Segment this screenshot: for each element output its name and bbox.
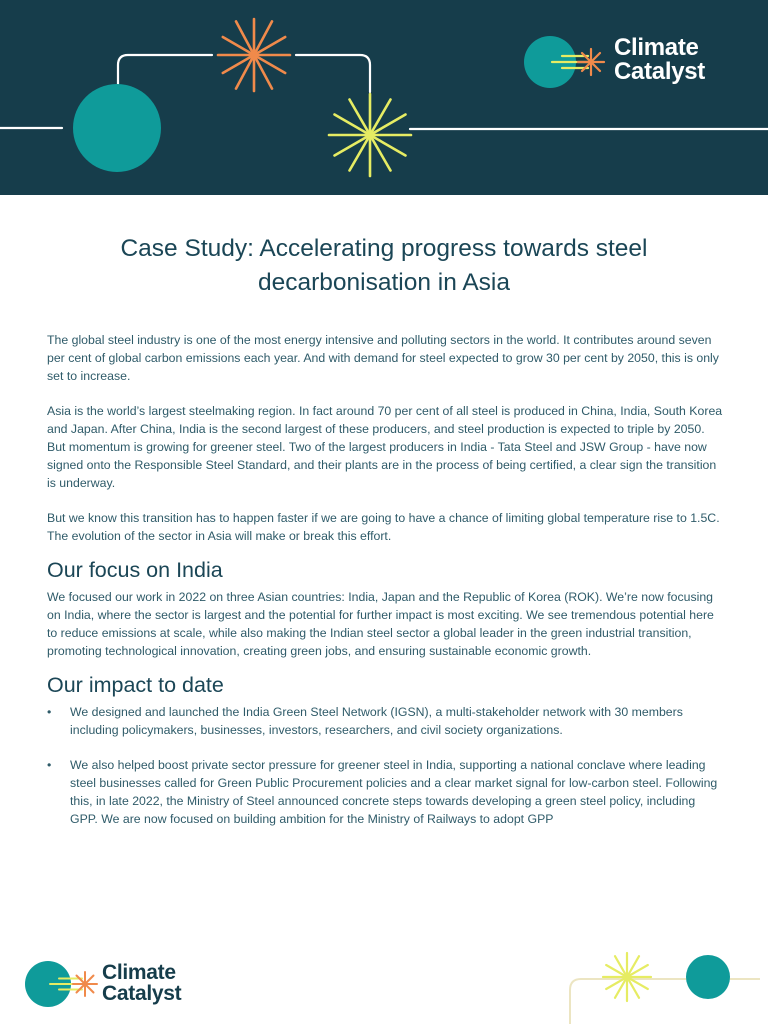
footer-brand-logo	[24, 958, 224, 1012]
section-heading-impact: Our impact to date	[47, 673, 224, 697]
list-item	[47, 756, 723, 828]
focus-paragraph: We focused our work in 2022 on three Asian countries: India, Japan and the Republic of Korea (ROK). We’re now focusing on India, where the sector is largest and the potential for further impact is most exciting. We see tremendous potential here to reduce emissions at scale, while also making the Indian steel sector a global leader in the green industrial transition, promoting technological innovation, creating green jobs, and ensuring sustainable economic growth.	[47, 590, 714, 658]
orange-starburst-icon	[218, 19, 290, 91]
intro-paragraph-3: But we know this transition has to happen faster if we are going to have a chance of limiting global temperature rise to 1.5C. The evolution of the sector in Asia will make or break this effort.	[47, 511, 720, 543]
footer-brand-name	[102, 962, 181, 1004]
document-body	[47, 331, 723, 845]
yellow-starburst-icon	[329, 94, 411, 176]
brand-name-line2: Catalyst	[614, 58, 705, 85]
list-item	[47, 703, 723, 739]
footer-brand-name-line2: Catalyst	[102, 982, 182, 1005]
header-banner	[0, 0, 768, 195]
header-decoration	[0, 0, 768, 195]
brand-name	[614, 36, 705, 84]
yellow-starburst-icon	[603, 953, 651, 1001]
bullet-marker: •	[47, 705, 52, 719]
list-item-text: We also helped boost private sector pressure for greener steel in India, supporting a national conclave where leading steel businesses called for Green Public Procurement policies and a clear market signal for low-carbon steel. Following this, in late 2022, the Ministry of Steel announced concrete steps towards developing a green steel policy, including GPP. We are now focused on building ambition for the Ministry of Railways to adopt GPP	[70, 758, 718, 826]
footer-decoration	[560, 945, 768, 1024]
intro-paragraph-1: The global steel industry is one of the most energy intensive and polluting sectors in the world. It contributes around seven per cent of global carbon emissions each year. And with demand for steel expected to grow 30 per cent by 2050, this is only set to increase.	[47, 333, 719, 383]
climate-catalyst-logo-icon	[24, 958, 104, 1012]
teal-circle-icon	[686, 955, 730, 999]
brand-logo	[522, 34, 742, 94]
intro-paragraph-2: Asia is the world’s largest steelmaking region. In fact around 70 per cent of all steel is produced in China, India, South Korea and Japan. After China, India is the second largest of these producers, and steel production is expected to triple by 2050. But momentum is growing for greener steel. Two of the largest producers in India - Tata Steel and JSW Group - have now signed onto the Responsible Steel Standard, and their plants are in the process of being certified, a clear sign the transition is underway.	[47, 404, 723, 490]
list-item-text: We designed and launched the India Green Steel Network (IGSN), a multi-stakeholder network with 30 members including policymakers, businesses, investors, researchers, and civil society organizations.	[70, 705, 683, 737]
climate-catalyst-logo-icon	[522, 34, 612, 94]
brand-name-line1: Climate	[614, 34, 699, 61]
bullet-marker: •	[47, 758, 52, 772]
impact-list	[47, 703, 723, 828]
footer-brand-name-line1: Climate	[102, 961, 176, 984]
teal-circle-icon	[73, 84, 161, 172]
page-title: Case Study: Accelerating progress towards steel decarbonisation in Asia	[120, 235, 648, 296]
section-heading-focus: Our focus on India	[47, 558, 223, 582]
